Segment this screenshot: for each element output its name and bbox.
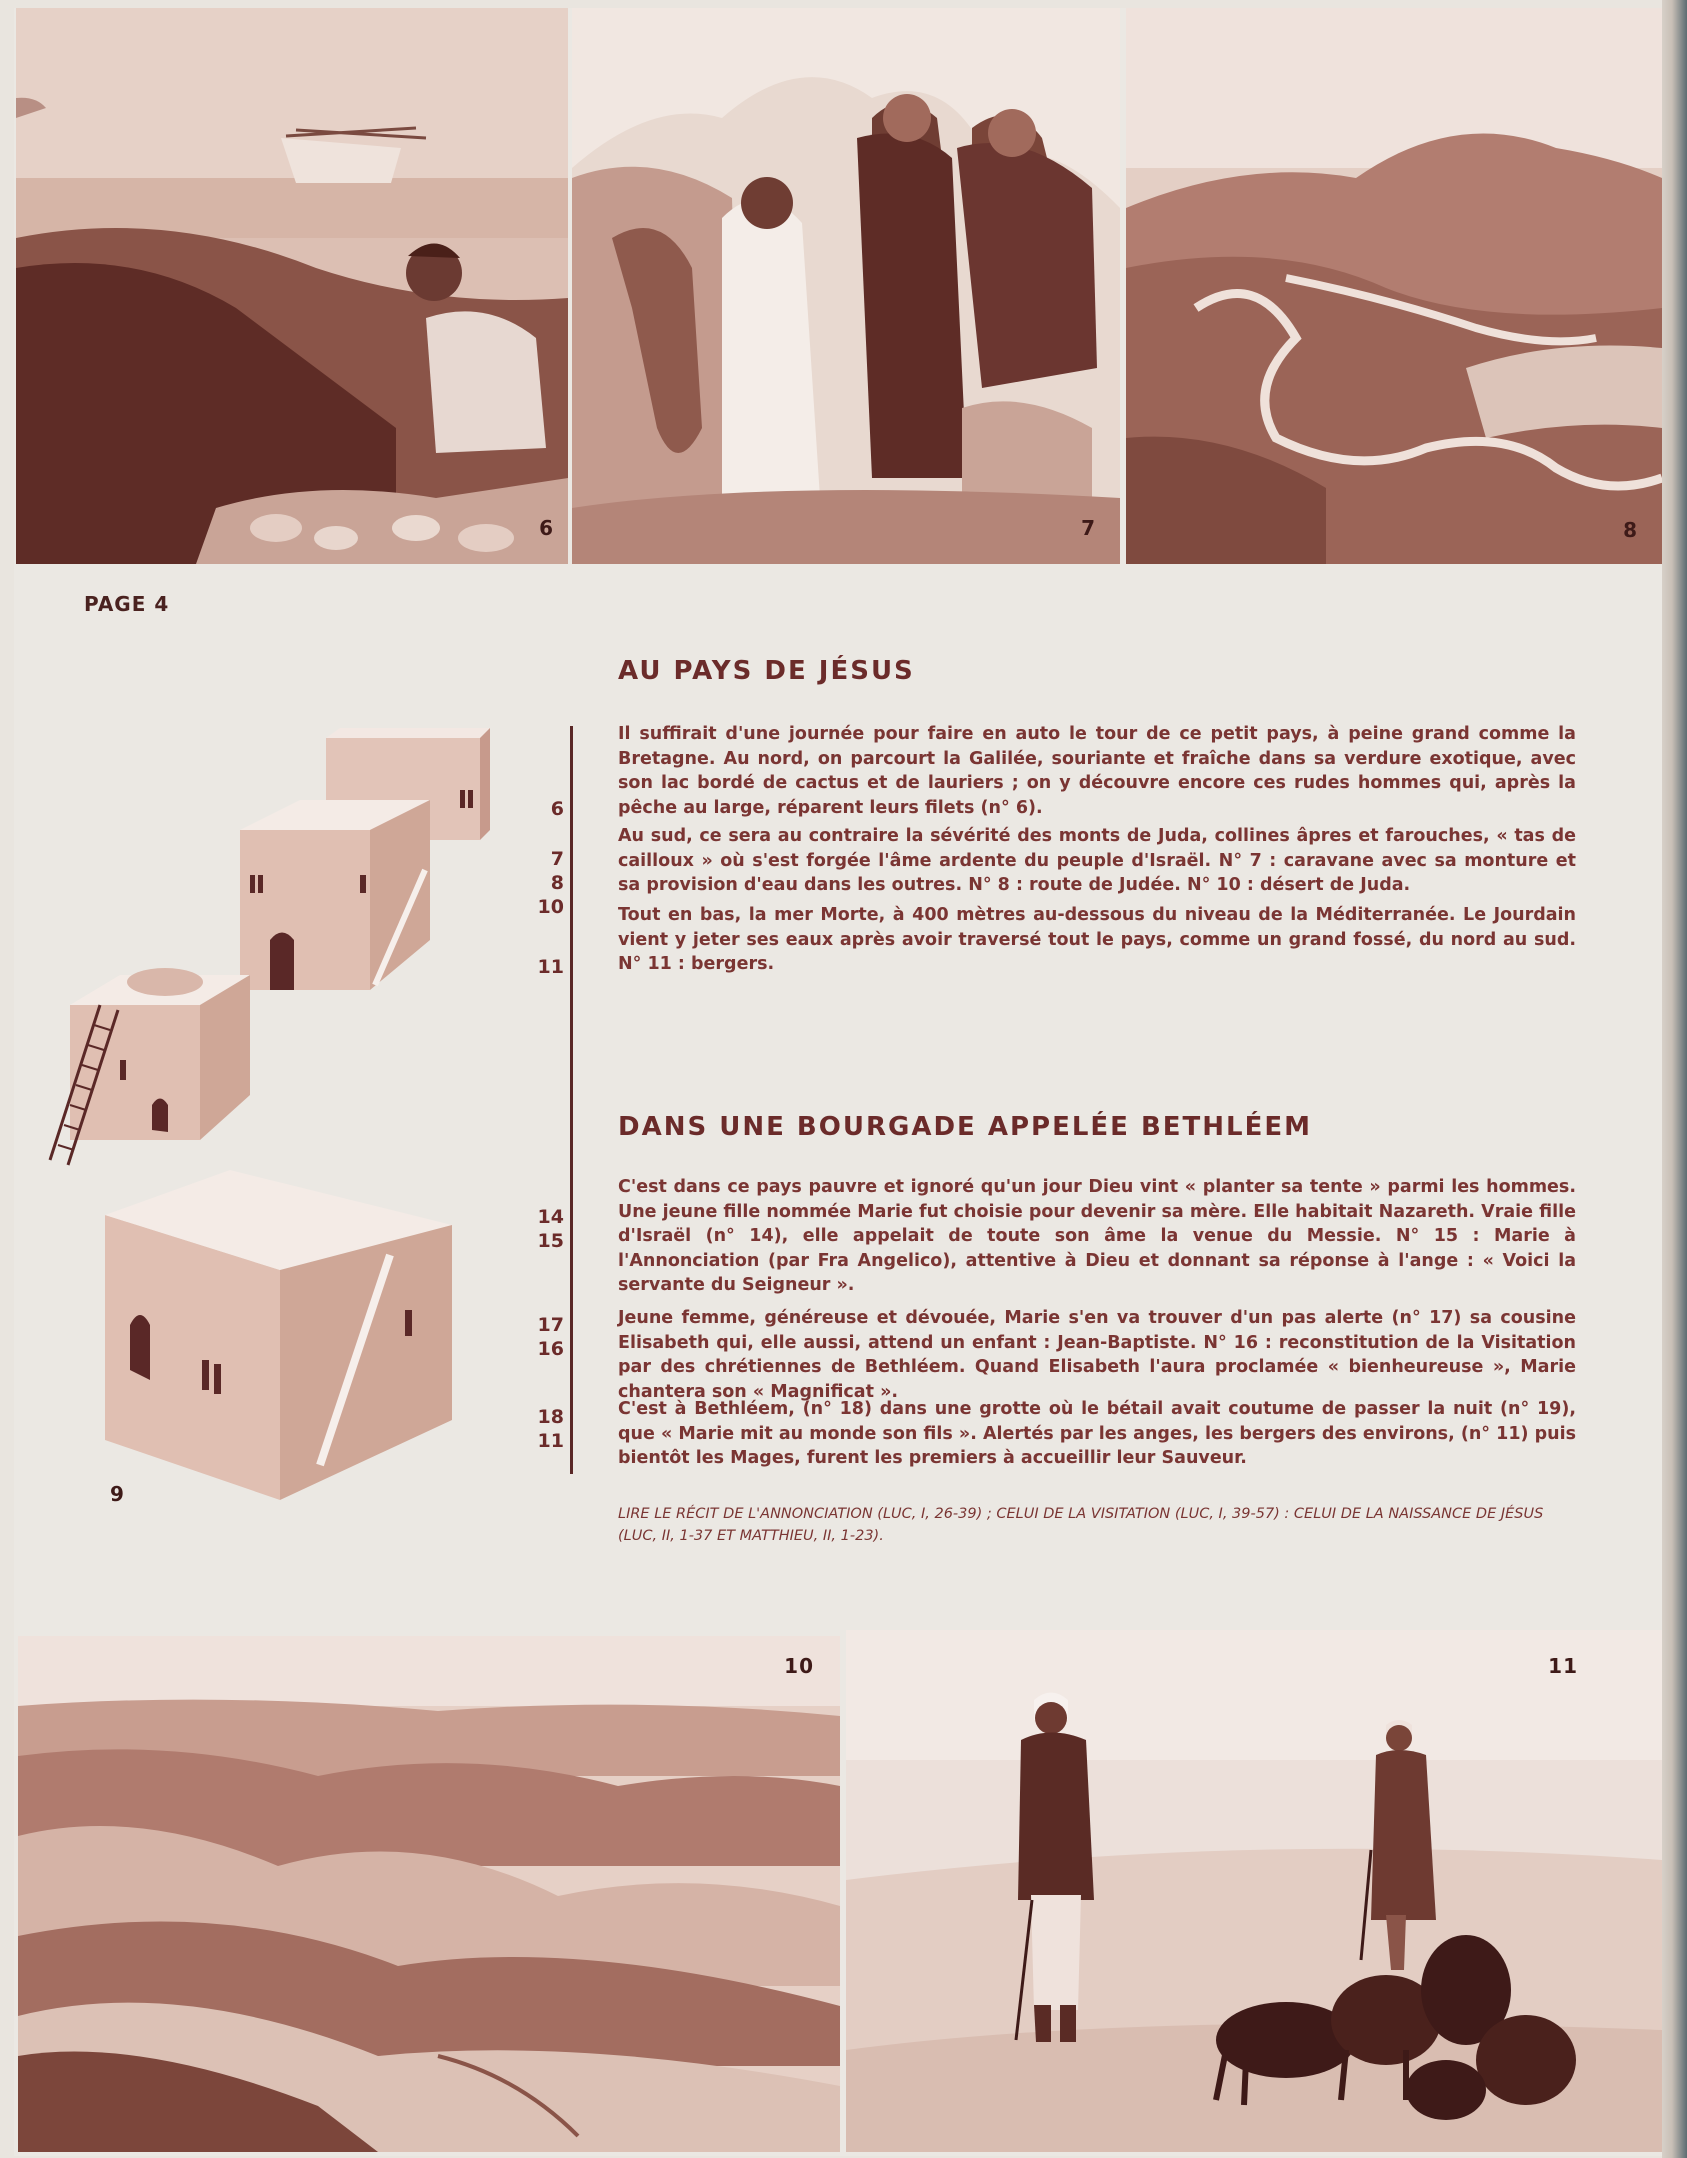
ref-number: 10 xyxy=(537,896,564,918)
photo-judea-desert xyxy=(18,1636,840,2152)
ref-number: 11 xyxy=(537,1430,564,1452)
ref-number: 7 xyxy=(550,848,564,870)
paragraph: Il suffirait d'une journée pour faire en auto le tour de ce petit pays, à peine grand comme la Bretagne. Au nord, on parcourt la Galilée, souriante et fraîche dans sa verdure exotique, avec son lac bordé de cactus et de lauriers ; on y découvre encore ces rudes hommes qui, après la pêche au large, réparent leurs filets (n° 6). xyxy=(618,724,1576,818)
vertical-rule xyxy=(570,726,573,1474)
photo-number: 6 xyxy=(539,516,554,540)
photo-number: 10 xyxy=(784,1654,814,1678)
ref-number: 14 xyxy=(537,1206,564,1228)
ref-number: 18 xyxy=(537,1406,564,1428)
paragraph: Tout en bas, la mer Morte, à 400 mètres au-dessous du niveau de la Méditerranée. Le Jourdain vient y jeter ses eaux après avoir traversé tout le pays, comme un grand fossé, du nord au sud. N° 11 : bergers. xyxy=(618,905,1576,974)
ref-number: 8 xyxy=(550,872,564,894)
paragraph: C'est dans ce pays pauvre et ignoré qu'un jour Dieu vint « planter sa tente » parmi les hommes. Une jeune fille nommée Marie fut choisie pour devenir sa mère. Elle habitait Nazareth. Vraie fille d'Israël (n° 14), elle appelait de toute son âme la venue du Messie. N° 15 : Marie à l'Annonciation (par Fra Angelico), attentive à Dieu et donnant sa réponse à l'ange : « Voici la servante du Seigneur ». xyxy=(618,1177,1576,1295)
photo-number: 8 xyxy=(1623,518,1638,542)
ref-number: 16 xyxy=(537,1338,564,1360)
paragraph: Jeune femme, généreuse et dévouée, Marie s'en va trouver d'un pas alerte (n° 17) sa cousine Elisabeth qui, elle aussi, attend un enfant : Jean-Baptiste. N° 16 : reconstitution de la Visitation par des chrétiennes de Bethléem. Quand Elisabeth l'aura proclamée « bienheureuse », Marie chantera son « Magnificat ». xyxy=(618,1308,1576,1402)
photo-number-9: 9 xyxy=(110,1482,125,1506)
reading-note: LIRE LE RÉCIT DE L'ANNONCIATION (LUC, I, 26-39) ; CELUI DE LA VISITATION (LUC, I, 39-57) : CELUI DE LA NAISSANCE DE JÉSUS (LUC, II, 1-37 ET MATTHIEU, II, 1-23). xyxy=(618,1506,1544,1544)
paragraph: Au sud, ce sera au contraire la sévérité des monts de Juda, collines âpres et farouches, « tas de cailloux » où s'est forgée l'âme ardente du peuple d'Israël. N° 7 : caravane avec sa monture et sa provision d'eau dans les outres. N° 8 : route de Judée. N° 10 : désert de Juda. xyxy=(618,826,1576,895)
ref-number: 6 xyxy=(550,798,564,820)
paragraph: C'est à Bethléem, (n° 18) dans une grotte où le bétail avait coutume de passer la nuit (n° 19), que « Marie mit au monde son fils ». Alertés par les anges, les bergers des environs, (n° 11) puis bientôt les Mages, furent les premiers à accueillir leur Sauveur. xyxy=(618,1399,1576,1468)
page-edge xyxy=(1662,0,1687,2158)
ref-number: 11 xyxy=(537,956,564,978)
photo-children-donkey xyxy=(572,8,1120,564)
section-title-bourgade-bethleem: DANS UNE BOURGADE APPELÉE BETHLÉEM xyxy=(618,1112,1313,1142)
photo-shepherds xyxy=(846,1630,1662,2152)
photo-judea-road xyxy=(1126,8,1662,564)
ref-number: 17 xyxy=(537,1314,564,1336)
page-label: PAGE 4 xyxy=(84,592,170,616)
houses-illustration xyxy=(40,720,510,1520)
section-title-au-pays-de-jesus: AU PAYS DE JÉSUS xyxy=(618,656,915,686)
photo-fisherman xyxy=(16,8,568,564)
photo-number: 7 xyxy=(1081,516,1096,540)
ref-number: 15 xyxy=(537,1230,564,1252)
photo-number: 11 xyxy=(1548,1654,1578,1678)
